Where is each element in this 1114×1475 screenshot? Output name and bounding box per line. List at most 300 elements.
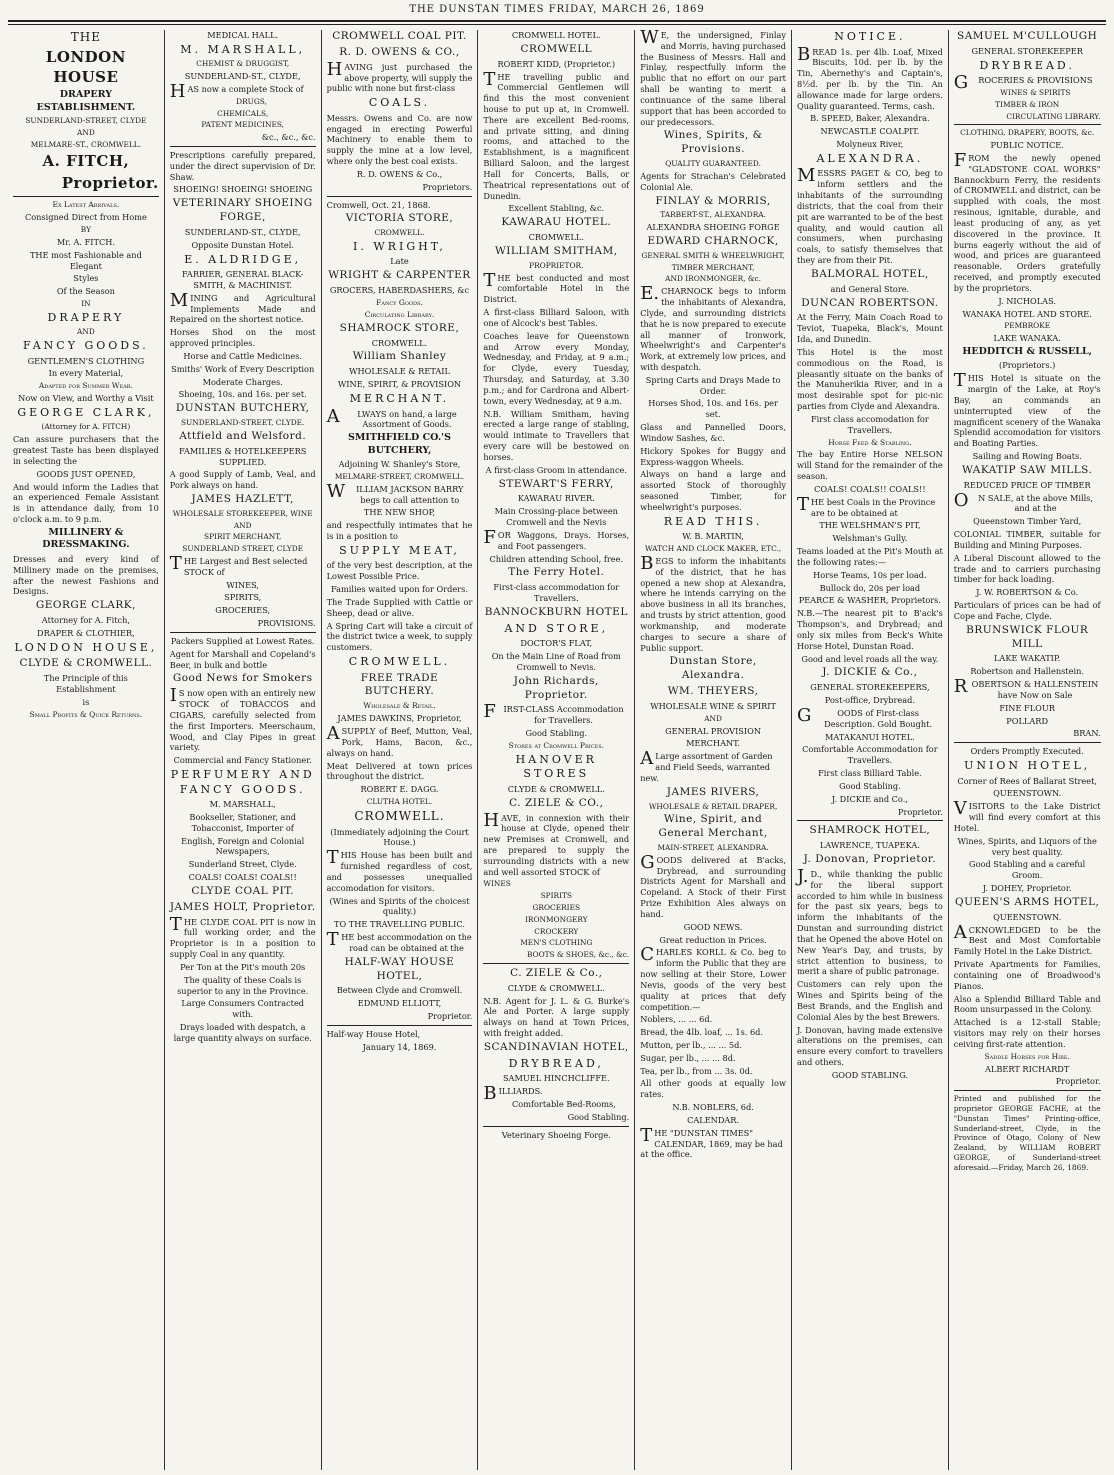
text-block: Per Ton at the Pit's mouth 20s — [180, 961, 306, 972]
text-block: ROBERT KIDD, (Proprietor.) — [497, 58, 616, 69]
text-block: SUNDERLAND-STREET, CLYDE. — [180, 418, 305, 428]
text-block: Circulating Library. — [364, 309, 435, 319]
text-block: DRUGS, — [236, 96, 267, 106]
text-block: WM. THEYERS, — [667, 685, 759, 698]
text-block: DUNSTAN BUTCHERY, — [175, 402, 310, 415]
text-block: Comfortable Accommodation for Travellers. — [802, 744, 938, 766]
text-block: COALS! COALS! COALS!! — [188, 872, 297, 883]
text-block: WINES & SPIRITS — [1000, 88, 1071, 98]
text-block: SPIRITS — [540, 891, 572, 901]
text-block: Dunstan Store, Alexandra. — [669, 655, 757, 682]
text-block: C. ZIELE & Co., — [510, 966, 603, 979]
text-block: John Richards, Proprietor. — [513, 674, 599, 701]
text-block: BANNOCKBURN HOTEL — [484, 605, 628, 618]
text-block: The Ferry Hotel. — [508, 566, 605, 579]
text-block: MERCHANT. — [349, 391, 450, 405]
text-block: (Immediately adjoining the Court House.) — [330, 826, 469, 848]
text-block: (Wines and Spirits of the choicest quality.) — [329, 895, 470, 917]
text-block: Packers Supplied at Lowest Rates. — [170, 635, 315, 646]
text-block: CIRCULATING LIBRARY. — [1006, 111, 1101, 121]
text-block: The quality of these Coals is superior to any in the Province. — [177, 974, 309, 996]
text-block: FARRIER, GENERAL BLACK-SMITH, & MACHINIST. — [181, 269, 304, 290]
text-block: BRUNSWICK FLOUR MILL — [966, 623, 1089, 650]
text-block: Adjoining W. Shanley's Store, — [338, 459, 461, 470]
text-block: PROPRIETOR. — [529, 260, 584, 270]
text-block: VETERINARY SHOEING FORGE, — [172, 197, 313, 224]
advert-divider — [13, 196, 159, 197]
text-block: THE NEW SHOP, — [363, 507, 436, 518]
text-block: JAMES RIVERS, — [666, 785, 760, 798]
text-block: PEMBROKE — [1004, 321, 1051, 331]
text-block: Prescriptions carefully prepared, under the direct supervision of Dr. Shaw. — [169, 149, 316, 182]
text-block: DRYBREAD, — [508, 1056, 604, 1070]
text-block: PATENT MEDICINES, — [201, 120, 285, 130]
text-block: Children attending School, free. — [489, 553, 624, 564]
text-block: Horse Feed & Stabling. — [828, 437, 912, 447]
text-block: Proprietor. — [427, 1011, 473, 1022]
text-block: THE WELSHMAN'S PIT, — [819, 520, 921, 531]
text-block: First class accomodation for Travellers. — [810, 413, 929, 435]
text-block: Comfortable Bed-Rooms, — [512, 1098, 616, 1109]
text-block: MERCHANT. — [686, 738, 741, 749]
text-block: Meat Delivered at town prices throughout the district. — [326, 760, 473, 782]
text-block: Customers can rely upon the Wines and Spirits being of the Best Brands, and the English and Colonial Ales by the best Brewers. — [796, 979, 943, 1022]
text-block: and respectfully intimates that he is in a position to — [326, 520, 473, 542]
advert-divider — [797, 820, 943, 821]
text-block: Horse and Cattle Medicines. — [183, 350, 303, 361]
text-block: MEDICAL HALL. — [207, 30, 279, 40]
text-block: CHEMIST & DRUGGIST, — [196, 59, 290, 69]
text-block: CROMWELL. — [354, 808, 445, 823]
text-block: Opposite Dunstan Hotel. — [191, 239, 294, 250]
text-block: William Shanley — [352, 350, 447, 363]
text-block: Noblers, ... ... 6d. — [640, 1014, 713, 1025]
text-block: THE CLYDE COAL PIT is now in full working order, and the Proprietor is in a position to supply Coal in any quantity. — [169, 913, 316, 960]
text-block: NEWCASTLE COALPIT. — [820, 126, 920, 137]
advert-divider — [483, 1126, 629, 1127]
text-block: FREE TRADE BUTCHERY. — [360, 671, 439, 698]
text-block: GOOD NEWS. — [683, 921, 743, 932]
text-block: J. W. ROBERTSON & Co. — [976, 587, 1079, 598]
text-block: STEWART'S FERRY, — [498, 477, 614, 490]
text-block: FINE FLOUR — [999, 702, 1055, 713]
text-block: Bullock do, 20s per load — [819, 582, 921, 593]
text-block: Dresses and every kind of Millinery made on the premises, after the newest Fashions and Designs. — [13, 553, 159, 597]
text-block: ALEXANDRA SHOEING FORGE — [646, 222, 780, 233]
text-block: AND — [77, 327, 95, 337]
text-block: Glass and Pannelled Doors, Window Sashes, &c. — [640, 422, 786, 443]
text-block: Coaches leave for Queenstown and Arrow every Monday, Wednesday, and Friday, at 9 a.m.; for Clyde, every Tuesday, Thursday, and Saturday, at 3.30 p.m.; and for Cardrona and Albert-town, every Wednesday, at 9 a.m. — [483, 330, 630, 406]
text-block: ACKNOWLEDGED to be the Best and Most Comfortable Family Hotel in the Lake District. — [953, 921, 1101, 957]
text-block: January 14, 1869. — [362, 1041, 437, 1052]
text-block: Drays loaded with despatch, a large quantity always on surface. — [173, 1022, 312, 1043]
text-block: TO THE TRAVELLING PUBLIC. — [334, 919, 465, 930]
text-block: Saddle Horses for Hire. — [984, 1051, 1070, 1061]
text-block: HAVE, in connexion with their house at Clyde, opened their new Premises at Cromwell, and are prepared to supply the surrounding districts with a new and well assorted STOCK of — [483, 809, 630, 877]
text-block: Good Stabling and a careful Groom. — [969, 859, 1086, 881]
text-block: Families waited upon for Orders. — [330, 584, 468, 595]
text-block: Commercial and Fancy Stationer. — [173, 755, 312, 766]
text-block: PUBLIC NOTICE. — [990, 140, 1064, 151]
column-2 — [165, 30, 322, 1470]
text-block: FROM the newly opened "GLADSTONE COAL WORKS" Bannockburn Ferry, the residents of CROMWELL and district, can be supplied with coals, the most resinous, ignitable, durable, and least producing of any, as yet discovered in the province. It burns eagerly without the aid of wood, and prices are guaranteed reasonable. Orders gratefully received, and promptly executed by the proprietors. — [953, 149, 1101, 293]
text-block: Smiths' Work of Every Description — [171, 363, 315, 374]
text-block: SHAMROCK HOTEL, — [809, 824, 931, 837]
text-block: READ THIS. — [663, 514, 763, 528]
text-block: CROMWELL — [520, 42, 593, 55]
text-block: Proprietor. — [1055, 1076, 1101, 1087]
text-block: SUNDERLAND STREET, CLYDE — [182, 544, 304, 554]
text-block: LAKE WANAKA. — [993, 333, 1061, 344]
text-block: VISITORS to the Lake District will find every comfort at this Hotel. — [953, 798, 1101, 833]
text-block: Bread, the 4lb. loaf, ... 1s. 6d. — [640, 1027, 764, 1038]
text-block: W. B. MARTIN, — [682, 531, 744, 542]
text-block: COLONIAL TIMBER, suitable for Building and Mining Purposes. — [953, 529, 1101, 550]
text-block: GEORGE CLARK, — [35, 599, 136, 612]
text-block: QUEENSTOWN. — [993, 911, 1062, 922]
text-block: (Attorney for A. FITCH) — [41, 422, 131, 432]
text-block: R. D. OWENS & Co., — [356, 168, 443, 179]
text-block: KAWARAU RIVER. — [517, 493, 595, 504]
text-block: Post-office, Drybread. — [824, 695, 915, 706]
text-block: On the Main Line of Road from Cromwell to Nevis. — [491, 651, 621, 672]
text-block: AND IRONMONGER, &c. — [665, 274, 761, 284]
text-block: EDWARD CHARNOCK, — [647, 235, 779, 248]
advert-divider — [954, 1090, 1101, 1091]
newspaper-page — [8, 30, 1106, 1470]
text-block: DOCTOR'S FLAT, — [520, 638, 593, 649]
text-block: Proprietor. — [897, 806, 943, 817]
text-block: GROCERIES, — [215, 605, 271, 616]
text-block: Stores at Cromwell Prices. — [508, 740, 605, 750]
text-block: GEORGE CLARK, — [17, 405, 155, 419]
text-block: CHARLES KORLL & Co. beg to inform the Public that they are now selling at their Store, Lower Nevis, goods of the very best quality at prices that defy competition.— — [640, 944, 786, 1012]
text-block: Can assure purchasers that the greatest Taste has been displayed in selecting the — [13, 434, 159, 466]
text-block: GROCERIES — [532, 903, 581, 913]
text-block: SCANDINAVIAN HOTEL, — [483, 1040, 629, 1053]
text-block: Between Clyde and Cromwell. — [336, 985, 463, 996]
text-block: BILLIARDS. — [483, 1083, 543, 1105]
text-block: is — [82, 696, 90, 707]
text-block: E. ALDRIDGE, — [184, 252, 302, 266]
text-block: GENERAL PROVISION — [665, 725, 762, 736]
text-block: Hickory Spokes for Buggy and Express-waggon Wheels. — [640, 445, 786, 467]
text-block: Excellent Stabling, &c. — [508, 203, 605, 214]
text-block: WHOLESALE & RETAIL — [349, 366, 450, 377]
text-block: ALBERT RICHARDT — [985, 1063, 1070, 1074]
text-block: HAS now a complete Stock of — [169, 80, 304, 102]
text-block: Adapted for Summer Wear. — [38, 381, 133, 391]
text-block: Sunderland Street, Clyde. — [188, 859, 297, 870]
masthead-rule — [8, 20, 1106, 25]
text-block: WATCH AND CLOCK MAKER, ETC., — [644, 544, 782, 554]
text-block: A. FITCH, — [42, 151, 130, 170]
text-block: BALMORAL HOTEL, — [811, 267, 929, 280]
text-block: HANOVER STORES — [515, 752, 597, 781]
column-7 — [949, 30, 1106, 1470]
text-block: GENERAL SMITH & WHEELWRIGHT, — [641, 250, 785, 260]
text-block: DRAPER & CLOTHIER, — [37, 627, 135, 638]
text-block: GENERAL STOREKEEPER — [971, 45, 1083, 56]
text-block: SPIRITS, — [224, 592, 262, 603]
text-block: FANCY GOODS. — [23, 339, 149, 353]
text-block: DUNCAN ROBERTSON. — [801, 296, 939, 309]
text-block: Molyneux River, — [836, 139, 904, 150]
text-block: In every Material, — [48, 368, 124, 379]
text-block: THE best conducted and most comfortable Hotel in the District. — [483, 269, 630, 305]
text-block: Wine, Spirit, and General Merchant, — [658, 813, 768, 840]
text-block: Veterinary Shoeing Forge. — [501, 1129, 611, 1140]
text-block: Always on hand a large and assorted Stock of thoroughly seasoned Timber, for wheelwright's purposes. — [640, 469, 786, 512]
text-block: SMITHFIELD CO.'S BUTCHERY, — [348, 432, 451, 456]
text-block: The bay Entire Horse NELSON will Stand for the remainder of the season. — [796, 449, 943, 482]
text-block: PERFUMERY AND FANCY GOODS. — [170, 768, 315, 796]
text-block: HAVING just purchased the above property, will supply the public with none but first-class — [326, 58, 473, 94]
text-block: Good News for Smokers — [172, 672, 313, 685]
text-block: FOR Waggons, Drays. Horses, and Foot passengers. — [483, 526, 630, 551]
text-block: THE "DUNSTAN TIMES" CALENDAR, 1869, may be had at the office. — [640, 1124, 783, 1160]
text-block: Good Stabling. — [525, 728, 588, 739]
text-block: N.B. William Smitham, having erected a large range of stabling, would intimate to Travellers that every care will be bestowed on horses. — [483, 408, 630, 462]
text-block: Good Stabling. — [839, 780, 901, 791]
text-block: SAMUEL M'CULLOUGH — [957, 30, 1098, 42]
text-block: Wholesale & Retail. — [363, 701, 436, 711]
text-block: WAKATIP SAW MILLS. — [962, 463, 1093, 476]
text-block: Proprietor. — [61, 173, 159, 192]
text-block: GENTLEMEN'S CLOTHING — [27, 355, 145, 366]
text-block: HEDDITCH & RUSSELL, — [962, 345, 1092, 357]
text-block: THE best accommodation on the road can be obtained at the — [326, 929, 472, 953]
text-block: NOTICE. — [834, 30, 906, 43]
text-block: EDMUND ELLIOTT, — [357, 998, 442, 1009]
text-block: Main Crossing-place between Cromwell and the Nevis — [494, 506, 618, 528]
text-block: Agent for Marshall and Copeland's Beer, in bulk and bottle — [169, 648, 316, 670]
text-block: All other goods at equally low rates. — [640, 1078, 786, 1100]
text-block: Queenstown Timber Yard, — [973, 516, 1082, 527]
text-block: (Proprietors.) — [999, 360, 1056, 371]
text-block: Private Apartments for Families, containing one of Broadwood's Pianos. — [953, 959, 1101, 991]
text-block: Consigned Direct from Home — [24, 212, 147, 223]
advert-divider — [327, 1025, 473, 1026]
text-block: M. MARSHALL, — [209, 799, 276, 810]
column-1 — [8, 30, 165, 1470]
text-block: CROMWELL. — [374, 228, 425, 238]
text-block: Also a Splendid Billiard Table and Room unsurpassed in the Colony. — [953, 993, 1101, 1015]
text-block: TIMBER MERCHANT, — [671, 262, 755, 272]
column-4 — [478, 30, 635, 1470]
column-5 — [635, 30, 792, 1470]
text-block: Wines, Spirits, & Provisions. — [663, 129, 763, 156]
text-block: CLOTHING, DRAPERY, BOOTS, &c. — [960, 128, 1095, 138]
advert-divider — [170, 632, 316, 633]
text-block: J.D., while thanking the public for the liberal support accorded to him while in business for the past six years, begs to inform the inhabitants of the Dunstan and surrounding district that he Opened the above Hotel on New Year's Day, and trusts, by strict attention to business, to merit a share of public patronage. — [796, 865, 943, 977]
text-block: WE, the undersigned, Finlay and Morris, having purchased the Business of Messrs. Hall and Finlay, respectfully inform the public that no effort on our part shall be wanting to merit a continuance of the same liberal support that has been accorded to our predecessors. — [640, 30, 786, 127]
text-block: Attached is a 12-stall Stable; visitors may rely on their horses ceiving first-rate attention. — [953, 1017, 1101, 1049]
advert-divider — [954, 124, 1101, 125]
text-block: BEGS to inform the inhabitants of the district, that he has opened a new shop at Alexandra, where he intends carrying on the above business in all its branches, and trusts by strict attention, good workmanship, and moderate charges to secure a share of Public support. — [640, 552, 786, 653]
advert-divider — [327, 196, 473, 197]
text-block: IRONMONGERY — [524, 914, 588, 924]
text-block: SUNDERLAND-ST., CLYDE, — [184, 226, 301, 237]
text-block: WANAKA HOTEL AND STORE. — [962, 308, 1092, 319]
text-block: Spring Carts and Drays Made to Order. — [645, 374, 781, 396]
text-block: J. Donovan, Proprietor. — [803, 853, 937, 866]
text-block: Moderate Charges. — [202, 376, 283, 387]
text-block: J. DICKIE & Co., — [822, 666, 918, 679]
text-block: Fancy Goods. — [376, 298, 423, 307]
text-block: AND STORE, — [504, 621, 609, 635]
text-block: UNION HOTEL, — [964, 759, 1091, 773]
text-block: FIRST-CLASS Accommodation for Travellers. — [483, 701, 624, 726]
text-block: MINING and Agricultural Implements Made and Repaired on the shortest notice. — [169, 289, 316, 325]
text-block: TIMBER & IRON — [995, 99, 1060, 109]
text-block: The Trade Supplied with Cattle or Sheep, dead or alive. — [326, 596, 473, 618]
text-block: Particulars of prices can be had of Cope and Fache, Clyde. — [953, 600, 1101, 621]
text-block: WILLIAM SMITHAM, — [494, 244, 618, 257]
text-block: Late — [390, 256, 409, 267]
text-block: Wines, Spirits, and Liquors of the very best quality. — [957, 835, 1097, 857]
text-block: VICTORIA STORE, — [345, 212, 454, 225]
text-block: WHOLESALE & RETAIL DRAPER, — [648, 801, 778, 811]
text-block: J. DOHEY, Proprietor. — [982, 883, 1072, 894]
text-block: MELMARE-STREET, CROMWELL. — [334, 472, 465, 482]
text-block: TARBERT-ST., ALEXANDRA. — [660, 210, 766, 220]
text-block: Proprietors. — [422, 181, 473, 192]
text-block: THE Largest and Best selected STOCK of — [169, 552, 308, 577]
text-block: Corner of Rees of Ballarat Street, — [957, 775, 1097, 786]
text-block: First class Billiard Table. — [818, 768, 922, 779]
text-block: BREAD 1s. per 4lb. Loaf, Mixed Biscuits, 10d. per lb. by the Tin, Abernethy's and Captain's, 8½d. per lb. by the Tin. An allowance made for large orders. Quality guaranteed. Terms, cash. — [796, 43, 943, 111]
text-block: Welshman's Gully. — [832, 533, 908, 544]
text-block: KAWARAU HOTEL. — [501, 216, 612, 229]
text-block: CHEMICALS, — [217, 108, 269, 118]
advert-divider — [170, 146, 316, 147]
text-block: AND — [77, 128, 95, 138]
text-block: LAWRENCE, TUAPEKA. — [819, 840, 920, 851]
text-block: AND — [233, 520, 252, 530]
text-block: THE most Fashionable and Elegant — [29, 249, 142, 271]
text-block: SPIRIT MERCHANT, — [204, 532, 282, 542]
text-block: A Liberal Discount allowed to the trade and to carriers purchasing timber for back loading. — [953, 552, 1101, 585]
text-block: WINES, — [226, 579, 260, 590]
text-block: Large Consumers Contracted with. — [181, 998, 305, 1020]
text-block: Shoeing, 10s. and 16s. per set. — [178, 389, 307, 400]
text-block: Ex Latest Arrivals. — [52, 200, 120, 210]
text-block: WINE, SPIRIT, & PROVISION — [337, 379, 462, 390]
text-block: SUNDERLAND-STREET, CLYDE — [25, 116, 147, 126]
text-block: IN — [81, 299, 91, 308]
text-block: GENERAL STOREKEEPERS, — [810, 682, 930, 693]
text-block: Sugar, per lb., ... ... 8d. — [640, 1052, 736, 1063]
text-block: CROMWELL. — [371, 337, 428, 348]
text-block: Attorney for A. Fitch, — [41, 615, 130, 626]
text-block: REDUCED PRICE OF TIMBER — [963, 479, 1091, 490]
text-block: N.B. NOBLERS, 6d. — [672, 1102, 754, 1113]
text-block: GROCERIES & PROVISIONS — [953, 72, 1093, 94]
text-block: JAMES HAZLETT, — [191, 493, 294, 505]
column-6 — [792, 30, 949, 1470]
text-block: Printed and published for the proprietor GEORGE FACHE, at the "Dunstan Times" Printing-office, Sunderland-street, Clyde, in the Province of Otago, Colony of New Zealand, by WILLIAM ROBERT GEORGE, of Sunderland-street aforesaid.—Friday, March 26, 1869. — [953, 1094, 1101, 1172]
text-block: MEN'S CLOTHING — [520, 938, 593, 948]
text-block: and General Store. — [830, 283, 910, 294]
text-block: Attfield and Welsford. — [179, 429, 307, 442]
text-block: JAMES DAWKINS, Proprietor, — [337, 713, 462, 724]
text-block: Tea, per lb., from ... 3s. 0d. — [640, 1065, 753, 1076]
text-block: of the very best description, at the Lowest Possible Price. — [326, 560, 473, 582]
text-block: Of the Season — [56, 286, 115, 297]
text-block: BRAN. — [1073, 728, 1101, 739]
column-3 — [322, 30, 479, 1470]
text-block: MATAKANUI HOTEL. — [825, 731, 915, 742]
text-block: CLYDE & CROMWELL. — [507, 982, 605, 993]
text-block: CROMWELL. — [528, 232, 584, 243]
text-block: GOODS delivered at B'acks, Drybread, and surrounding Districts Agent for Marshall and Copeland. A Stock of their First Prize Exhibition Ales always on hand. — [640, 851, 786, 919]
text-block: MELMARE-ST., CROMWELL. — [30, 140, 142, 150]
text-block: DRYBREAD. — [979, 58, 1075, 72]
text-block: THIS House has been built and furnished regardless of cost, and possesses unequalled accomodation for visitors. — [326, 847, 473, 893]
text-block: LONDON HOUSE, — [14, 640, 158, 654]
text-block: ALEXANDRA. — [816, 151, 924, 165]
text-block: GOODS of First-class Description. Gold Bought. — [796, 704, 932, 729]
text-block: THE travelling public and Commercial Gentlemen will find this the most convenient house to put up at, in Cromwell. There are excellent Bed-rooms, and private sitting, and dining rooms, and attached to the Establishment, is a magnificent Billiard Saloon, and the largest Hall for Concerts, Balls, or Theatrical representations out of Dunedin. — [483, 68, 630, 201]
text-block: Teams loaded at the Pit's Mouth at the following rates:— — [796, 546, 943, 567]
text-block: IS now open with an entirely new STOCK of TOBACCOS and CIGARS, carefully selected from the first Importers. Meerschaum, Wood, and Clay Pipes in great variety. — [169, 685, 316, 753]
text-block: WHOLESALE STOREKEEPER, WINE — [172, 508, 313, 518]
text-block: N.B. Agent for J. L. & G. Burke's Ale and Porter. A large supply always on hand at Town Prices, with freight added. — [483, 995, 630, 1039]
text-block: CLUTHA HOTEL. — [366, 797, 433, 807]
text-block: FAMILIES & HOTELKEEPERS SUPPLIED. — [179, 445, 307, 467]
text-block: CLYDE & CROMWELL. — [507, 783, 605, 794]
text-block: CROMWELL COAL PIT. — [332, 30, 467, 42]
text-block: First-class accommodation for Travellers. — [493, 582, 620, 604]
text-block: BOOTS & SHOES, &c., &c. — [526, 950, 630, 960]
text-block: Horses Shod, 10s. and 16s. per set. — [648, 398, 778, 420]
text-block: At the Ferry, Main Coach Road to Teviot, Tuapeka, Black's, Mount Ida, and Dunedin. — [796, 312, 943, 345]
text-block: WHOLESALE WINE & SPIRIT — [650, 700, 776, 711]
text-block: J. Donovan, having made extensive alterations on the premises, can ensure every comfort to travellers and others. — [796, 1024, 943, 1067]
text-block: R. D. OWENS & CO., — [339, 45, 460, 58]
text-block: LAKE WAKATIP. — [994, 653, 1061, 664]
text-block: Robertson and Hallenstein. — [970, 666, 1084, 677]
text-block: SAMUEL HINCHCLIFFE. — [502, 1073, 610, 1084]
text-block: GOODS JUST OPENED, — [36, 468, 136, 479]
text-block: N.B.—The nearest pit to B'ack's Thompson's, and Drybread; and only six miles from Beck's White Horse Hotel, Dunstan Road. — [796, 608, 943, 651]
text-block: MAIN-STREET, ALEXANDRA. — [657, 842, 769, 852]
text-block: And would inform the Ladies that an experienced Female Assistant is in attendance daily, from 10 o'clock a.m. to 9 p.m. — [13, 481, 159, 525]
text-block: PROVISIONS. — [257, 618, 316, 629]
text-block: J. DICKIE and Co., — [831, 793, 908, 804]
advert-divider — [483, 963, 629, 964]
text-block: B. SPEED, Baker, Alexandra. — [810, 113, 930, 124]
text-block: BY — [80, 225, 91, 235]
text-block: PEARCE & WASHER, Proprietors. — [798, 595, 941, 606]
text-block: HALF-WAY HOUSE HOTEL, — [344, 955, 455, 982]
text-block: THE best Coals in the Province are to be obtained at — [796, 493, 936, 518]
text-block: A first-class Groom in attendance. — [485, 464, 627, 475]
text-block: Cromwell, Oct. 21, 1868. — [326, 199, 431, 210]
text-block: This Hotel is the most commodious on the Road, is pleasantly situate on the banks of the Manuherikia River, and in a most desirable spot for pic-nic parties from Clyde and Alexandra. — [796, 346, 943, 412]
text-block: LONDON HOUSE — [45, 47, 126, 86]
text-block: SUNDERLAND-ST., CLYDE, — [184, 71, 301, 82]
text-block: POLLARD — [1006, 715, 1049, 726]
text-block: ROBERT E. DAGG. — [360, 784, 439, 795]
text-block: SUPPLY MEAT, — [339, 543, 460, 557]
text-block: A first-class Billiard Saloon, with one of Alcock's best Tables. — [483, 307, 630, 328]
text-block: Sailing and Rowing Boats. — [972, 451, 1082, 462]
text-block: WILLIAM JACKSON BARRY begs to call attention to — [326, 480, 464, 505]
text-block: CALENDAR. — [687, 1114, 740, 1125]
text-block: GROCERS, HABERDASHERS, &c — [329, 285, 470, 296]
